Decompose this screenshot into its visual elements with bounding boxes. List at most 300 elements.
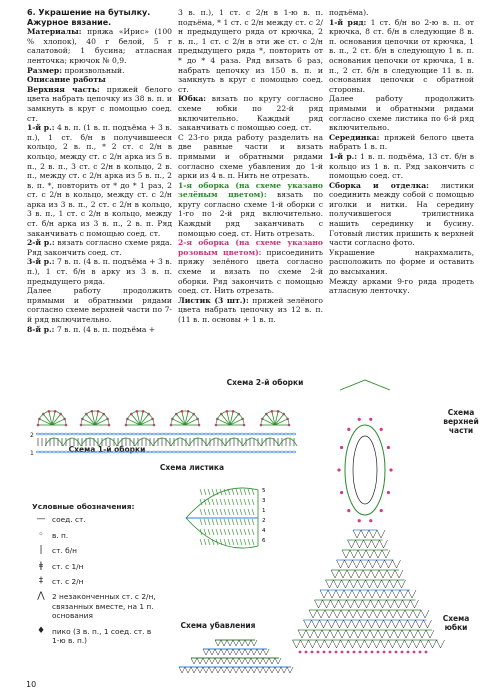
- skirt-arch: [373, 610, 381, 618]
- top-crown: [340, 380, 390, 390]
- chain-stitch: [64, 433, 67, 435]
- leaf-continued: подъёма).: [329, 8, 369, 17]
- chain-stitch: [172, 433, 175, 435]
- chain-stitch: [84, 451, 87, 453]
- frill2-paragraph: 2-я оборка (на схеме указано розовым цветом): присоединить пряжу зелёного цвета согласно схеме и вязать по схеме 2-й оборки. Ряд закончить с помощью соед. ст. Нить отрезать.: [178, 238, 323, 296]
- fan-spoke: [262, 419, 275, 425]
- leaf-stitch: [200, 509, 202, 515]
- chain-stitch: [180, 433, 183, 435]
- decrease-arch: [179, 667, 185, 673]
- picot-dot: [299, 651, 302, 654]
- chain-stitch: [140, 451, 143, 453]
- fringe-number-2: 2: [30, 432, 34, 439]
- decrease-arch: [245, 658, 251, 664]
- skirt-arch: [323, 600, 331, 608]
- skirt-arch: [360, 590, 368, 598]
- skirt-arch: [363, 600, 371, 608]
- leaf-stitch: [248, 489, 250, 495]
- line-icon: |: [39, 545, 43, 556]
- leaf-stitch: [224, 509, 226, 515]
- chain-stitch: [68, 451, 71, 453]
- chain-stitch: [228, 451, 231, 453]
- skirt-arch: [405, 610, 413, 618]
- fan-spoke: [230, 419, 243, 425]
- leaf-row-num: 1: [262, 508, 266, 514]
- skirt-arch: [347, 570, 355, 578]
- skirt-arch: [374, 550, 382, 558]
- chain-stitch: [108, 433, 111, 435]
- decrease-arch: [275, 667, 281, 673]
- skirt-arch: [325, 610, 333, 618]
- chain-stitch: [264, 451, 267, 453]
- skirt-arch: [314, 630, 322, 638]
- leaf-stitch: [232, 509, 234, 515]
- leaf-stitch: [228, 529, 230, 535]
- chain-stitch: [164, 451, 167, 453]
- decrease-arch: [227, 649, 233, 655]
- chain-stitch: [116, 433, 119, 435]
- decrease-arch: [209, 658, 215, 664]
- decrease-arch: [257, 649, 263, 655]
- legend-item: [32, 627, 157, 646]
- skirt-arch: [379, 570, 387, 578]
- chain-stitch: [244, 451, 247, 453]
- chain-stitch: [72, 451, 75, 453]
- skirt-arch: [377, 530, 385, 538]
- chain-stitch: [188, 451, 191, 453]
- decrease-arch: [221, 649, 227, 655]
- skirt-arch: [358, 550, 366, 558]
- skirt-arch: [426, 630, 434, 638]
- decrease-arch: [239, 667, 245, 673]
- picot-dot: [347, 651, 350, 654]
- oval-icon: ◦: [38, 529, 44, 540]
- leaf-stitch: [244, 499, 246, 505]
- leaf-stitch: [216, 509, 218, 515]
- core-row1-paragraph: 1-й р.: 1 в. п. подъёма, 13 ст. б/н в кольцо из 1 в. п. Ряд закончить с помощью соед. ст.: [329, 151, 474, 181]
- page-number: 10: [26, 680, 37, 689]
- skirt-arch: [421, 640, 429, 648]
- skirt-arch: [328, 620, 336, 628]
- legend-text: ст. с 1/н: [52, 561, 84, 571]
- skirt-arch: [395, 570, 403, 578]
- leaf-stitch: [236, 509, 238, 515]
- leaf-stitch: [220, 529, 222, 535]
- skirt-arch: [395, 600, 403, 608]
- skirt-arch: [309, 610, 317, 618]
- chain-stitch: [156, 451, 159, 453]
- chain-stitch: [128, 433, 131, 435]
- skirt-arch: [342, 550, 350, 558]
- skirt-arch: [348, 540, 356, 548]
- legend-text: соед. ст.: [52, 515, 86, 525]
- chain-stitch: [96, 451, 99, 453]
- leaf-stitch: [228, 509, 230, 515]
- skirt-arch: [381, 610, 389, 618]
- skirt-arch: [390, 580, 398, 588]
- skirt-arch: [363, 570, 371, 578]
- chain-stitch: [112, 433, 115, 435]
- chain-stitch: [216, 433, 219, 435]
- skirt-arch: [402, 630, 410, 638]
- leaf-stitch: [232, 499, 234, 505]
- skirt-paragraph: Юбка: вязать по кругу согласно схеме юбки по 22-й ряд включительно. Каждый ряд заканчивать с помощью соед. ст.: [178, 94, 323, 133]
- fan-arc: [38, 411, 66, 425]
- leaf-row1-paragraph: 1-й ряд: 1 ст. б/н во 2-ю в. п. от крючка, 8 ст. б/н в следующие 8 в. п. основания цепочки от крючка, 1 в. п., 2 ст. б/н в следующую 1 в. п. основания цепочки от крючка, 1 в. п., 2 ст. б/н в следующие 11 в. п. основания цепочки с обратной стороны.: [329, 17, 475, 94]
- chain-stitch: [64, 451, 67, 453]
- leaf-stitch: [236, 529, 238, 535]
- skirt-arch: [416, 620, 424, 628]
- skirt-arch: [364, 540, 372, 548]
- skirt-arch: [336, 620, 344, 628]
- chain-stitch: [132, 433, 135, 435]
- picot-dot: [380, 428, 383, 431]
- top-inner-ring: [353, 436, 377, 504]
- skirt-arch: [301, 640, 309, 648]
- fan-spoke: [217, 419, 230, 425]
- skirt-arch: [371, 600, 379, 608]
- decrease-arch: [215, 667, 221, 673]
- leaf-stitch: [236, 519, 238, 525]
- leaf-stitch: [248, 499, 250, 505]
- skirt-arch: [344, 590, 352, 598]
- skirt-arch: [397, 640, 405, 648]
- skirt-arch: [366, 550, 374, 558]
- leaf-stitch: [204, 539, 206, 545]
- leaf-stitch: [204, 519, 206, 525]
- fan-arc: [126, 411, 154, 425]
- leaf-stitch: [216, 529, 218, 535]
- picot-dot: [395, 651, 398, 654]
- skirt-arch: [380, 540, 388, 548]
- chain-stitch: [140, 433, 143, 435]
- skirt-arch: [362, 630, 370, 638]
- fan-spoke: [39, 419, 52, 425]
- chain-stitch: [240, 451, 243, 453]
- picot-dot: [377, 651, 380, 654]
- skirt-arch: [408, 620, 416, 628]
- skirt-arch: [400, 620, 408, 628]
- skirt-arch: [298, 630, 306, 638]
- skirt-arch: [382, 580, 390, 588]
- chain-stitch: [172, 451, 175, 453]
- chain-stitch: [268, 451, 271, 453]
- leaf-scheme: [180, 478, 280, 558]
- fan-arc: [171, 411, 199, 425]
- leaf-stitch: [244, 489, 246, 495]
- skirt-arch: [306, 630, 314, 638]
- chain-stitch: [156, 433, 159, 435]
- legend-item: [32, 577, 157, 586]
- leaf-stitch: [212, 529, 214, 535]
- chain-stitch: [48, 451, 51, 453]
- picot-dot: [347, 509, 350, 512]
- chain-stitch: [148, 433, 151, 435]
- chain-stitch: [180, 451, 183, 453]
- skirt-arch: [333, 640, 341, 648]
- skirt-arch: [309, 640, 317, 648]
- picot-dot: [335, 651, 338, 654]
- decrease-arch: [257, 658, 263, 664]
- picot-dot: [389, 468, 392, 471]
- leaf-row-num: 4: [262, 528, 266, 534]
- picot-dot: [369, 418, 372, 421]
- legend-title: Условные обозначения:: [32, 502, 135, 511]
- skirt-arch: [355, 600, 363, 608]
- row8-continued: 3 в. п.), 1 ст. с 2/н в 1-ю в. п. подъёма, * 1 ст. с 2/н между ст. с 2/н предыдущего ряда от крючка, 2 в. п., 1 ст. с 2/н в эти же ст. с 2/н предыдущего ряда *, повторить от * до * 4 раза. Ряд вязать 6 раз, набрать цепочку из 150 в. п. и замкнуть в круг с помощью соед. ст.: [178, 8, 323, 94]
- skirt-arch: [338, 630, 346, 638]
- decrease-arch: [215, 640, 221, 646]
- picot-dot: [340, 491, 343, 494]
- picot-dot: [341, 651, 344, 654]
- leaf-stitch: [240, 539, 242, 545]
- picot-dot: [371, 651, 374, 654]
- picot-dot: [311, 651, 314, 654]
- leaf-stitch: [248, 509, 250, 515]
- chain-stitch: [160, 433, 163, 435]
- legend: [32, 502, 157, 651]
- legend-text: ст. б/н: [52, 546, 77, 556]
- chain-stitch: [216, 451, 219, 453]
- skirt-arch: [356, 540, 364, 548]
- leaf-stitch: [212, 509, 214, 515]
- decrease-arch: [209, 649, 215, 655]
- skirt-arch: [317, 610, 325, 618]
- top-ring: [345, 425, 385, 515]
- decrease-arch: [191, 658, 197, 664]
- fan-spoke: [140, 419, 153, 425]
- leaf-stitch: [252, 519, 254, 525]
- skirt-arch: [350, 580, 358, 588]
- leaf-stitch: [240, 519, 242, 525]
- picot-dot: [358, 418, 361, 421]
- skirt-arch: [312, 620, 320, 628]
- chain-stitch: [284, 433, 287, 435]
- scheme-decrease-label: Схема убавления: [180, 621, 256, 630]
- skirt-arch: [365, 610, 373, 618]
- leaf-stitch: [204, 529, 206, 535]
- decrease-arch: [269, 667, 275, 673]
- skirt-arch: [387, 570, 395, 578]
- chain-stitch: [124, 451, 127, 453]
- skirt-arch: [352, 590, 360, 598]
- picot-dot: [387, 446, 390, 449]
- chain-stitch: [108, 451, 111, 453]
- top-part-paragraph: Верхняя часть: пряжей белого цвета набрать цепочку из 38 в. п. и замкнуть в круг с помощью соед. ст.: [27, 84, 173, 123]
- skirt-arch: [387, 600, 395, 608]
- chain-stitch: [168, 451, 171, 453]
- chain-stitch: [272, 451, 275, 453]
- leaf-stitch: [244, 519, 246, 525]
- chain-stitch: [232, 451, 235, 453]
- skirt-arch: [331, 600, 339, 608]
- chain-stitch: [280, 433, 283, 435]
- skirt-arch: [421, 610, 429, 618]
- skirt-arch: [394, 630, 402, 638]
- leaf-stitch: [208, 509, 210, 515]
- chain-stitch: [184, 433, 187, 435]
- fan-arc: [216, 411, 244, 425]
- row1-paragraph: 1-й р.: 4 в. п. (1 в. п. подъёма + 3 в. п.), 1 ст. б/н в получившееся кольцо, 2 в. п., * 2 ст. с 2/н в кольцо, между ст. с 2/н арка из 5 в. п., 2 в. п., 3 ст. с 2/н в кольцо, 2 в. п., между ст. с 2/н арка из 5 в. п., 2 в. п. *, повторить от * до * 1 раз, 2 ст. с 2/н в кольцо, между ст. с 2/н арка из 3 в. п., 2 ст. с 2/н в кольцо, 3 в. п., 1 ст. с 2/н в кольцо, между ст. б/н арка из 3 в. п., 2 в. п. Ряд заканчивать с помощью соед. ст.: [27, 123, 172, 238]
- leaf-stitch: [236, 489, 238, 495]
- chain-stitch: [48, 433, 51, 435]
- chain-stitch: [192, 433, 195, 435]
- section-title: 6. Украшение на бутылку.: [27, 8, 151, 17]
- picot-dot: [359, 651, 362, 654]
- description-heading: Описание работы: [27, 75, 106, 85]
- chain-stitch: [184, 451, 187, 453]
- chain-stitch: [52, 433, 55, 435]
- chain-stitch: [60, 451, 63, 453]
- skirt-arch: [322, 630, 330, 638]
- chain-stitch: [68, 433, 71, 435]
- chain-stitch: [60, 433, 63, 435]
- skirt-arch: [320, 590, 328, 598]
- skirt-arch: [346, 630, 354, 638]
- skirt-arch: [365, 640, 373, 648]
- legend-item: [32, 592, 157, 620]
- chain-stitch: [144, 451, 147, 453]
- decrease-arch: [197, 658, 203, 664]
- decrease-arch: [227, 667, 233, 673]
- skirt-arch: [317, 640, 325, 648]
- section-subtitle: Ажурное вязание.: [27, 17, 112, 27]
- picot-dot: [383, 651, 386, 654]
- fan-spoke: [172, 419, 185, 425]
- chain-stitch: [268, 433, 271, 435]
- chain-stitch: [88, 451, 91, 453]
- skirt-arch: [408, 590, 416, 598]
- picot-dot: [387, 491, 390, 494]
- chain-stitch: [36, 451, 39, 453]
- decrease-arch: [239, 649, 245, 655]
- chain-stitch: [224, 433, 227, 435]
- skirt-arch: [393, 560, 401, 568]
- leaf-stitch: [224, 519, 226, 525]
- starch-paragraph: Украшение накрахмалить, расположить по форме и оставить до высыхания.: [329, 247, 474, 277]
- decrease-arch: [227, 640, 233, 646]
- decrease-arch: [215, 658, 221, 664]
- chain-stitch: [152, 451, 155, 453]
- skirt-arch: [320, 620, 328, 628]
- chain-stitch: [36, 433, 39, 435]
- leaf-stitch: [252, 489, 254, 495]
- row3-paragraph: 3-й р.: 7 в. п. (4 в. п. подъёма + 3 в. п.), 1 ст. б/н в арку из 3 в. п. предыдущего ряда.: [27, 257, 172, 286]
- chain-stitch: [52, 451, 55, 453]
- skirt-arch: [371, 570, 379, 578]
- leaf-stitch: [232, 489, 234, 495]
- chain-stitch: [144, 433, 147, 435]
- skirt-arch: [372, 540, 380, 548]
- chain-stitch: [204, 433, 207, 435]
- chain-stitch: [164, 433, 167, 435]
- picot-dot: [425, 651, 428, 654]
- leaf-row-num: 3: [262, 498, 266, 504]
- chain-stitch: [196, 451, 199, 453]
- continue-paragraph: Далее работу продолжить прямыми и обратными рядами согласно схеме верхней части по 7-й ряд включительно.: [27, 286, 172, 324]
- leaf-stitch: [232, 539, 234, 545]
- chain-stitch: [168, 433, 171, 435]
- leaf-row-num: 6: [262, 538, 266, 544]
- chain-stitch: [56, 433, 59, 435]
- leaf-stitch: [208, 519, 210, 525]
- chain-stitch: [100, 451, 103, 453]
- leaf-stitch: [228, 519, 230, 525]
- decrease-arch: [221, 658, 227, 664]
- skirt-arch: [315, 600, 323, 608]
- skirt-arch: [376, 620, 384, 628]
- skirt-arch: [418, 630, 426, 638]
- decrease-arch: [221, 640, 227, 646]
- chain-stitch: [124, 433, 127, 435]
- leaf-stitch: [232, 519, 234, 525]
- skirt-arch: [392, 590, 400, 598]
- chain-stitch: [104, 451, 107, 453]
- legend-item: [32, 546, 157, 555]
- size-paragraph: Размер: произвольный.: [27, 65, 125, 75]
- leaf-stitch: [208, 539, 210, 545]
- chain-stitch: [272, 433, 275, 435]
- chain-stitch: [256, 433, 259, 435]
- decrease-arch: [233, 640, 239, 646]
- chain-stitch: [256, 451, 259, 453]
- skirt-arch: [354, 630, 362, 638]
- skirt-arch: [355, 570, 363, 578]
- leaf-stitch: [236, 499, 238, 505]
- skirt-arch: [413, 640, 421, 648]
- leaf-stitch: [200, 539, 202, 545]
- skirt-arch: [353, 530, 361, 538]
- skirt-arch: [369, 560, 377, 568]
- picot-dot: [419, 651, 422, 654]
- chain-stitch: [76, 451, 79, 453]
- skirt-arch: [368, 590, 376, 598]
- picot-dot: [329, 651, 332, 654]
- leaf-stitch: [224, 499, 226, 505]
- leaf-stitch: [244, 509, 246, 515]
- leaf-stitch: [244, 529, 246, 535]
- skirt-arch: [339, 600, 347, 608]
- picot-dot: [369, 519, 372, 522]
- decrease-arch: [251, 649, 257, 655]
- leaf-stitch: [252, 529, 254, 535]
- chain-stitch: [260, 433, 263, 435]
- picot-dot: [347, 428, 350, 431]
- skirt-arch: [349, 640, 357, 648]
- leaf-stitch: [204, 509, 206, 515]
- assembly-paragraph: Сборка и отделка: листики соединить между собой с помощью иголки и нитки. На середину получившегося трилистника нашить серединку и бусину. Готовый листик пришить к верхней части согласно фото.: [329, 180, 474, 248]
- materials-paragraph: Материалы: пряжа «Ирис» (100 % хлопок), 40 г белой, 5 г салатовой; 1 бусина; атласная ленточка; крючок № 0,9.: [27, 27, 172, 65]
- top-and-skirt-scheme: [290, 380, 440, 680]
- chain-stitch: [244, 433, 247, 435]
- joined-icon: ⋀: [37, 591, 45, 602]
- fan-spoke: [52, 419, 65, 425]
- chain-stitch: [220, 433, 223, 435]
- decrease-arch: [185, 667, 191, 673]
- chain-stitch: [176, 433, 179, 435]
- skirt-arch: [347, 600, 355, 608]
- chain-stitch: [44, 433, 47, 435]
- decrease-arch: [227, 658, 233, 664]
- decrease-arch: [203, 649, 209, 655]
- leaf-stitch: [248, 529, 250, 535]
- decrease-arch: [239, 658, 245, 664]
- skirt-arch: [413, 610, 421, 618]
- skirt-arch: [374, 580, 382, 588]
- leaf-stitch: [224, 539, 226, 545]
- chain-stitch: [136, 433, 139, 435]
- leaf-stitch: [252, 509, 254, 515]
